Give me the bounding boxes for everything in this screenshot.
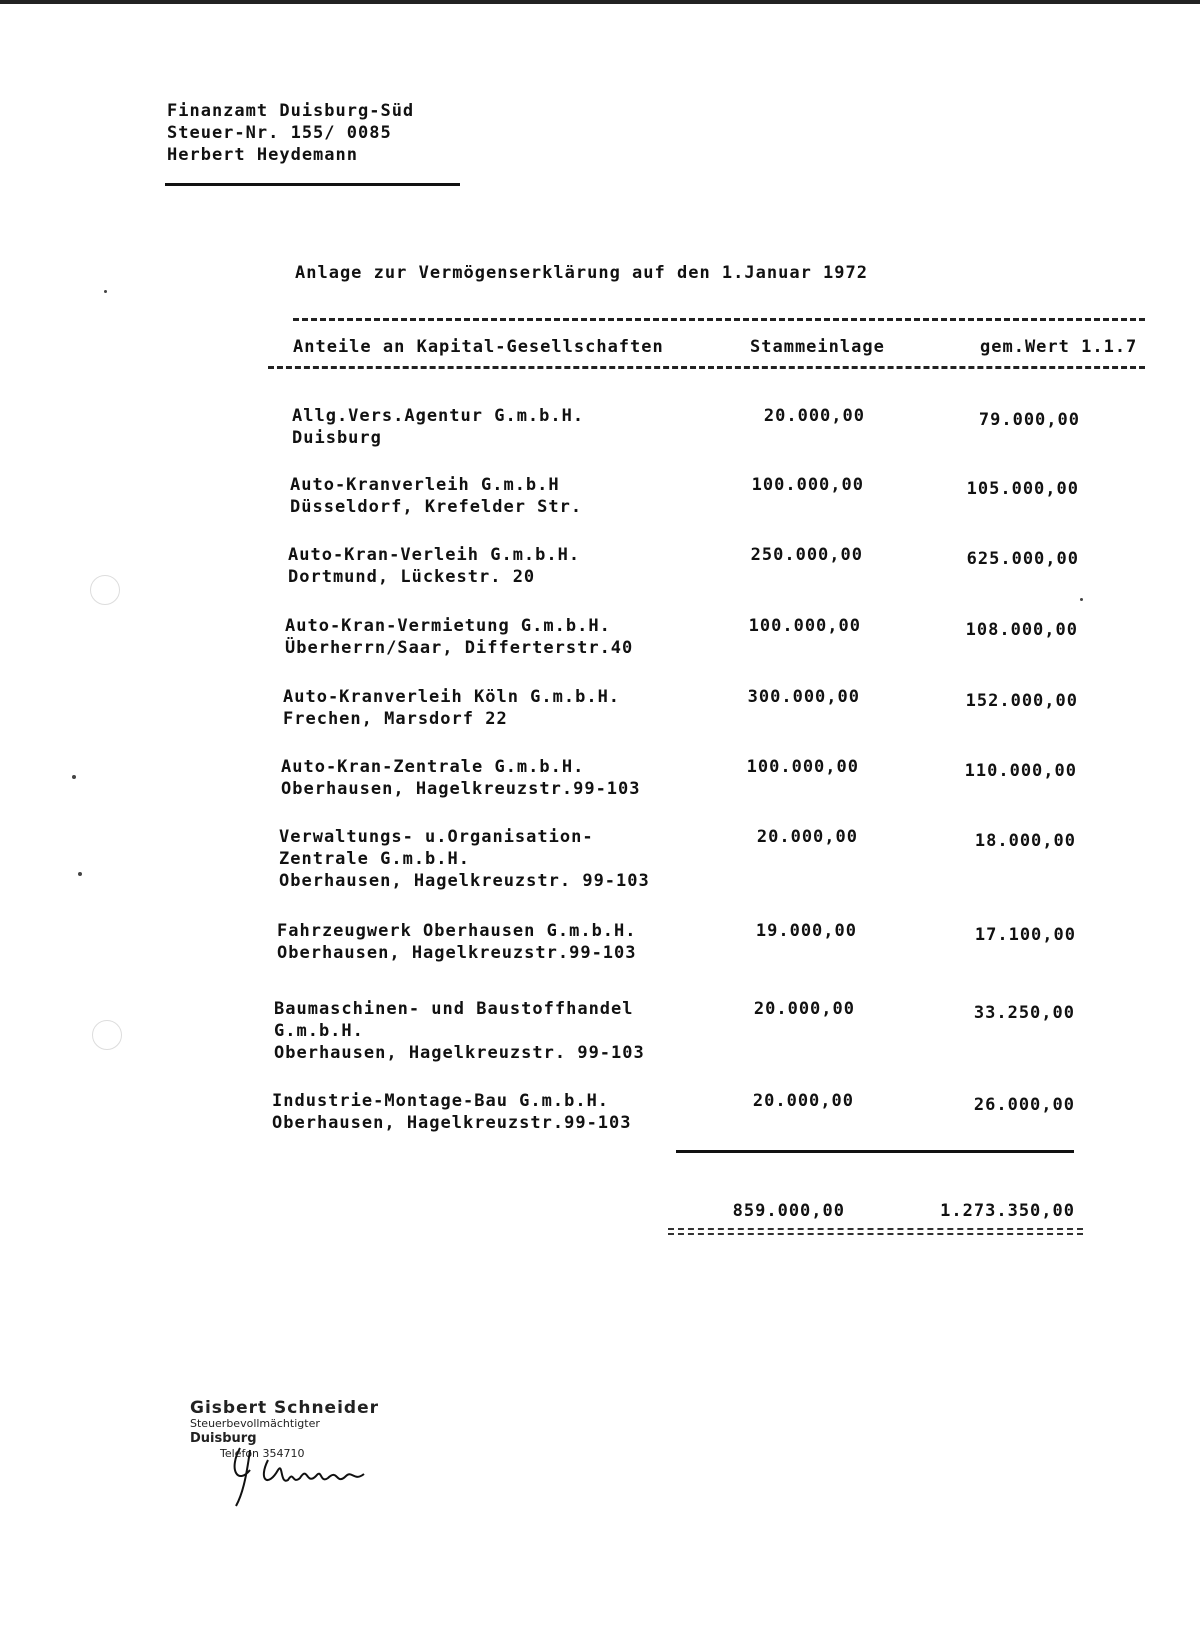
company-name [288, 544, 708, 588]
company-address-line: Frechen, Marsdorf 22 [283, 709, 508, 729]
dashed-rule-top [293, 318, 1145, 321]
company-address-line: Dortmund, Lückestr. 20 [288, 567, 536, 587]
document-title: Anlage zur Vermögenserklärung auf den 1.Januar 1972 [295, 263, 868, 283]
company-name [272, 1090, 692, 1134]
handwritten-signature [228, 1440, 418, 1510]
stammeinlage-value: 20.000,00 [752, 1091, 854, 1111]
company-name [292, 405, 712, 449]
company-line: Auto-Kranverleih Köln G.m.b.H. [283, 687, 621, 707]
wert-value: 26.000,00 [973, 1095, 1075, 1115]
punch-hole [90, 575, 120, 605]
stammeinlage-value: 20.000,00 [753, 999, 855, 1019]
stamp-phone: Telefon 354710 [220, 1447, 305, 1460]
tax-number: Steuer-Nr. 155/ 0085 [167, 123, 392, 143]
company-line: Verwaltungs- u.Organisation- [279, 827, 594, 847]
company-address-line: Duisburg [292, 428, 382, 448]
stamp-role: Steuerbevollmächtigter [190, 1417, 320, 1430]
taxpayer-name: Herbert Heydemann [167, 145, 358, 165]
company-address-line: Oberhausen, Hagelkreuzstr.99-103 [281, 779, 641, 799]
stammeinlage-value: 19.000,00 [755, 921, 857, 941]
punch-hole [92, 1020, 122, 1050]
stamp-city: Duisburg [190, 1431, 257, 1446]
stammeinlage-value: 100.000,00 [748, 616, 861, 636]
letter-header [167, 100, 414, 166]
wert-value: 33.250,00 [973, 1003, 1075, 1023]
speck [78, 872, 82, 876]
company-address-line: Oberhausen, Hagelkreuzstr. 99-103 [274, 1043, 645, 1063]
company-address-line: Oberhausen, Hagelkreuzstr. 99-103 [279, 871, 650, 891]
wert-value: 105.000,00 [966, 479, 1079, 499]
company-line: Allg.Vers.Agentur G.m.b.H. [292, 406, 585, 426]
wert-value: 79.000,00 [978, 410, 1080, 430]
wert-value: 17.100,00 [974, 925, 1076, 945]
stammeinlage-value: 250.000,00 [750, 545, 863, 565]
double-rule-1 [668, 1228, 1083, 1230]
header-underline [165, 183, 460, 186]
company-line: Industrie-Montage-Bau G.m.b.H. [272, 1091, 610, 1111]
sum-rule [676, 1150, 1074, 1153]
speck [1080, 598, 1083, 601]
company-address-line: Oberhausen, Hagelkreuzstr.99-103 [272, 1113, 632, 1133]
speck [72, 775, 76, 779]
company-name [283, 686, 703, 730]
company-address-line: Düsseldorf, Krefelder Str. [290, 497, 583, 517]
stammeinlage-value: 300.000,00 [747, 687, 860, 707]
column-header-wert: gem.Wert 1.1.7 [980, 337, 1138, 357]
wert-value: 152.000,00 [965, 691, 1078, 711]
dashed-rule-bottom [268, 366, 1145, 369]
stammeinlage-value: 20.000,00 [763, 406, 865, 426]
stamp-name: Gisbert Schneider [190, 1398, 379, 1418]
column-header-company: Anteile an Kapital-Gesellschaften [293, 337, 664, 357]
company-name [285, 615, 705, 659]
company-name [281, 756, 701, 800]
company-name [277, 920, 697, 964]
company-name [274, 998, 694, 1064]
company-address-line: G.m.b.H. [274, 1021, 364, 1041]
wert-value: 625.000,00 [966, 549, 1079, 569]
double-rule-2 [668, 1233, 1083, 1235]
wert-value: 110.000,00 [964, 761, 1077, 781]
speck [104, 290, 107, 293]
column-header-stammeinlage: Stammeinlage [750, 337, 885, 357]
total-stammeinlage: 859.000,00 [732, 1201, 845, 1221]
company-name [290, 474, 710, 518]
company-name [279, 826, 699, 892]
company-line: Baumaschinen- und Baustoffhandel [274, 999, 634, 1019]
company-line: Auto-Kran-Vermietung G.m.b.H. [285, 616, 611, 636]
stammeinlage-value: 100.000,00 [751, 475, 864, 495]
stammeinlage-value: 20.000,00 [756, 827, 858, 847]
page-top-edge [0, 0, 1200, 4]
company-address-line: Zentrale G.m.b.H. [279, 849, 470, 869]
wert-value: 18.000,00 [974, 831, 1076, 851]
company-line: Auto-Kranverleih G.m.b.H [290, 475, 560, 495]
company-line: Auto-Kran-Verleih G.m.b.H. [288, 545, 581, 565]
company-address-line: Überherrn/Saar, Differterstr.40 [285, 638, 634, 658]
tax-office: Finanzamt Duisburg-Süd [167, 101, 415, 121]
company-line: Auto-Kran-Zentrale G.m.b.H. [281, 757, 585, 777]
company-address-line: Oberhausen, Hagelkreuzstr.99-103 [277, 943, 637, 963]
wert-value: 108.000,00 [965, 620, 1078, 640]
stammeinlage-value: 100.000,00 [746, 757, 859, 777]
total-wert: 1.273.350,00 [940, 1201, 1075, 1221]
company-line: Fahrzeugwerk Oberhausen G.m.b.H. [277, 921, 637, 941]
